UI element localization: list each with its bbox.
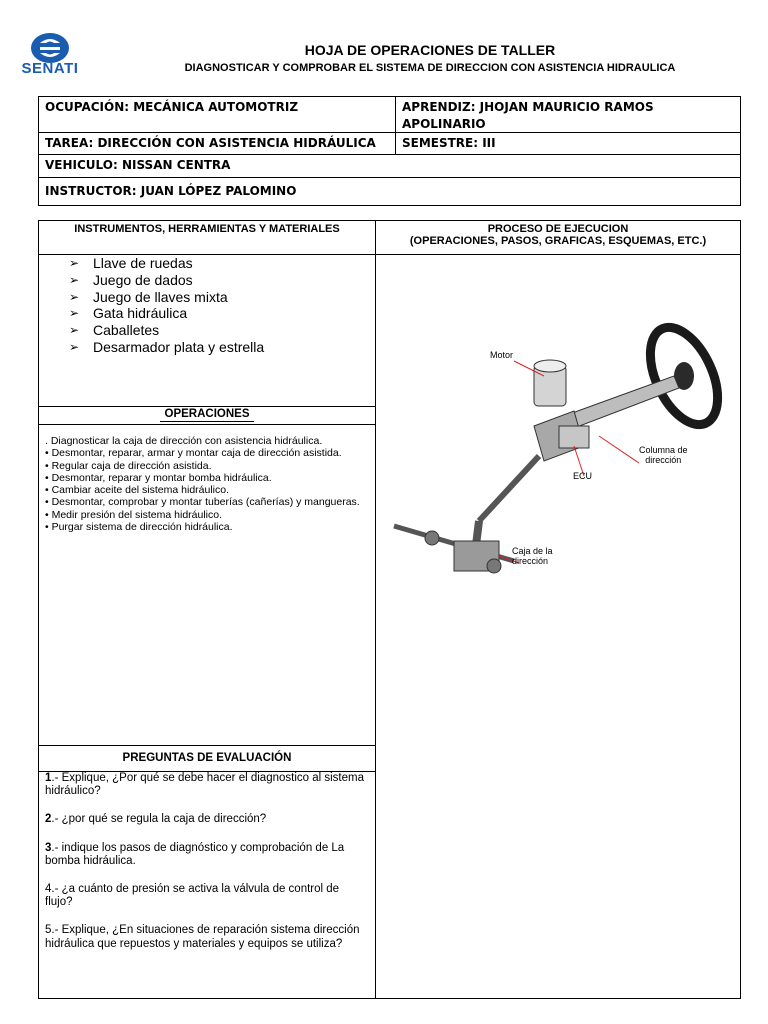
operations-list — [45, 435, 367, 533]
question-item: 1.- Explique, ¿Por qué se debe hacer el diagnostico al sistema hidráulico? — [45, 772, 364, 798]
arrow-bullet-icon: ➢ — [69, 306, 80, 321]
document-subtitle: DIAGNOSTICAR Y COMPROBAR EL SISTEMA DE DIRECCION CON ASISTENCIA HIDRAULICA — [184, 62, 676, 74]
section-line — [39, 424, 375, 425]
list-item: • Cambiar aceite del sistema hidráulico. — [45, 484, 230, 497]
question-item: 3.- indique los pasos de diagnóstico y comprobación de La bomba hidráulica. — [45, 841, 345, 867]
list-item: ➢ Juego de llaves mixta — [69, 288, 228, 305]
info-row-line — [39, 177, 740, 178]
aprendiz-field — [396, 97, 740, 135]
document-title: HOJA DE OPERACIONES DE TALLER — [304, 42, 556, 58]
operations-underline — [160, 421, 254, 422]
question-item: 5.- Explique, ¿En situaciones de reparación sistema dirección hidráulica que repuestos y materiales y equipos se utiliza? — [45, 924, 360, 950]
figure-label-columna: Columna de dirección — [639, 445, 688, 465]
info-table — [38, 96, 741, 206]
list-item: ➢ Caballetes — [69, 322, 160, 339]
question-item: 4.- ¿a cuánto de presión se activa la válvula de control de flujo? — [45, 883, 340, 909]
list-item: ➢ Desarmador plata y estrella — [69, 338, 265, 355]
process-header-line-1: PROCESO DE EJECUCION — [487, 223, 629, 235]
vehiculo-field: VEHICULO: NISSAN CENTRA — [45, 158, 231, 172]
figure-label-caja: Caja de la dirección — [512, 546, 553, 566]
semestre-field: SEMESTRE: III — [402, 136, 496, 150]
list-item: • Regular caja de dirección asistida. — [45, 459, 212, 472]
arrow-bullet-icon: ➢ — [69, 272, 80, 287]
list-item: ➢ Juego de dados — [69, 271, 193, 288]
questions-header: PREGUNTAS DE EVALUACIÓN — [122, 752, 292, 764]
tools-list — [69, 255, 264, 356]
ocupacion-field: OCUPACIÓN: MECÁNICA AUTOMOTRIZ — [45, 100, 299, 114]
arrow-bullet-icon: ➢ — [69, 339, 80, 354]
column-divider — [375, 221, 376, 998]
list-item: • Desmontar, comprobar y montar tuberías (cañerías) y mangueras. — [45, 496, 360, 509]
figure-label-ecu: ECU — [573, 471, 593, 481]
list-item: • Desmontar, reparar, armar y montar caja de dirección asistida. — [45, 447, 342, 460]
logo-text: SENATI — [21, 60, 79, 77]
list-item: • Desmontar, reparar y montar bomba hidráulica. — [45, 471, 272, 484]
list-item: . Diagnosticar la caja de dirección con asistencia hidráulica. — [45, 435, 323, 447]
arrow-bullet-icon: ➢ — [69, 256, 80, 270]
list-item: ➢ Llave de ruedas — [69, 255, 193, 271]
section-line — [39, 406, 375, 407]
question-item: 2.- ¿por qué se regula la caja de dirección? — [45, 813, 267, 826]
list-item: • Medir presión del sistema hidráulico. — [45, 508, 223, 521]
operations-header: OPERACIONES — [164, 408, 250, 420]
list-item: • Purgar sistema de dirección hidráulica. — [45, 521, 233, 534]
tarea-field: TAREA: DIRECCIÓN CON ASISTENCIA HIDRÁULICA — [45, 136, 376, 150]
process-header-line-2: (OPERACIONES, PASOS, GRAFICAS, ESQUEMAS, ETC.) — [409, 235, 707, 247]
aprendiz-line-1: APRENDIZ: JHOJAN MAURICIO RAMOS — [402, 100, 654, 114]
aprendiz-line-2: APOLINARIO — [402, 117, 486, 131]
tools-header: INSTRUMENTOS, HERRAMIENTAS Y MATERIALES — [74, 223, 340, 235]
instructor-field: INSTRUCTOR: JUAN LÓPEZ PALOMINO — [45, 184, 297, 198]
arrow-bullet-icon: ➢ — [69, 289, 80, 304]
process-header — [376, 223, 740, 247]
main-table — [38, 220, 741, 999]
list-item: ➢ Gata hidráulica — [69, 305, 188, 322]
figure-label-motor: Motor — [490, 350, 514, 360]
steering-system-figure — [384, 316, 734, 596]
section-line — [39, 745, 375, 746]
arrow-bullet-icon: ➢ — [69, 323, 80, 338]
questions-list — [45, 772, 367, 966]
